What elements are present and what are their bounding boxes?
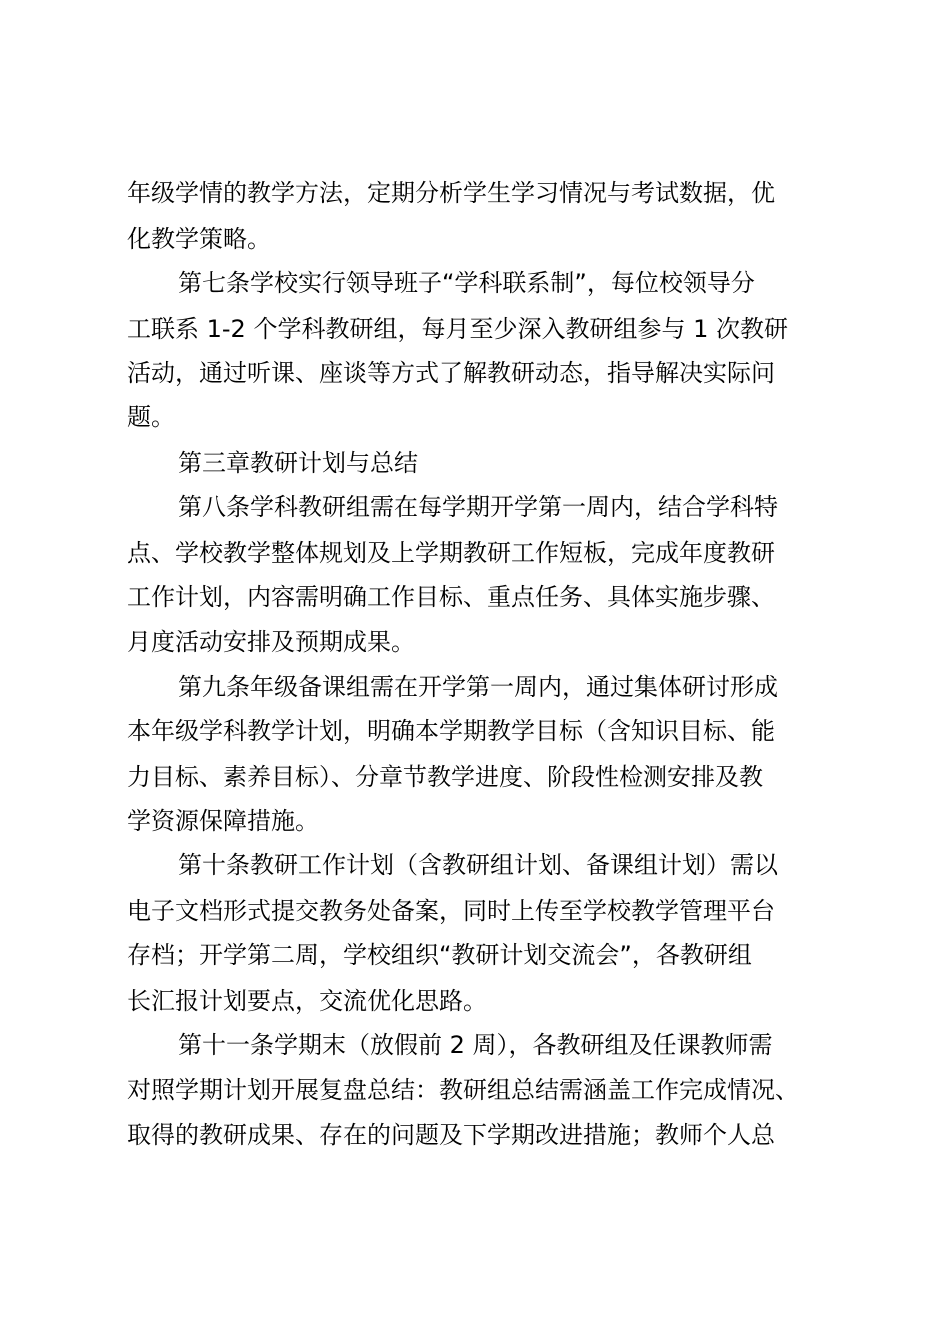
text-line: 点、学校教学整体规划及上学期教研工作短板，完成年度教研	[127, 539, 775, 567]
text-line: 题。	[127, 403, 175, 431]
paragraph-start-line: 第九条年级备课组需在开学第一周内，通过集体研讨形成	[178, 673, 778, 701]
text-line: 本年级学科教学计划，明确本学期教学目标（含知识目标、能	[127, 717, 775, 745]
text-line: 取得的教研成果、存在的问题及下学期改进措施；教师个人总	[127, 1121, 775, 1149]
text-line: 年级学情的教学方法，定期分析学生学习情况与考试数据，优	[127, 179, 775, 207]
text-line: 工联系 1-2 个学科教研组，每月至少深入教研组参与 1 次教研	[127, 315, 788, 343]
text-line: 工作计划，内容需明确工作目标、重点任务、具体实施步骤、	[127, 583, 775, 611]
text-line: 学资源保障措施。	[127, 807, 319, 835]
text-line: 月度活动安排及预期成果。	[127, 628, 415, 656]
text-line: 力目标、素养目标）、分章节教学进度、阶段性检测安排及教	[127, 763, 763, 791]
chapter-heading: 第三章教研计划与总结	[178, 449, 418, 477]
text-line: 电子文档形式提交教务处备案，同时上传至学校教学管理平台	[127, 897, 775, 925]
text-line: 活动，通过听课、座谈等方式了解教研动态，指导解决实际问	[127, 359, 775, 387]
text-line: 长汇报计划要点，交流优化思路。	[127, 987, 487, 1015]
text-line: 对照学期计划开展复盘总结：教研组总结需涵盖工作完成情况、	[127, 1076, 799, 1104]
paragraph-start-line: 第十条教研工作计划（含教研组计划、备课组计划）需以	[178, 851, 778, 879]
text-line: 存档；开学第二周，学校组织“教研计划交流会”，各教研组	[127, 941, 752, 969]
paragraph-start-line: 第十一条学期末（放假前 2 周），各教研组及任课教师需	[178, 1031, 773, 1059]
paragraph-start-line: 第八条学科教研组需在每学期开学第一周内，结合学科特	[178, 493, 778, 521]
paragraph-start-line: 第七条学校实行领导班子“学科联系制”，每位校领导分	[178, 269, 755, 297]
text-line: 化教学策略。	[127, 225, 271, 253]
